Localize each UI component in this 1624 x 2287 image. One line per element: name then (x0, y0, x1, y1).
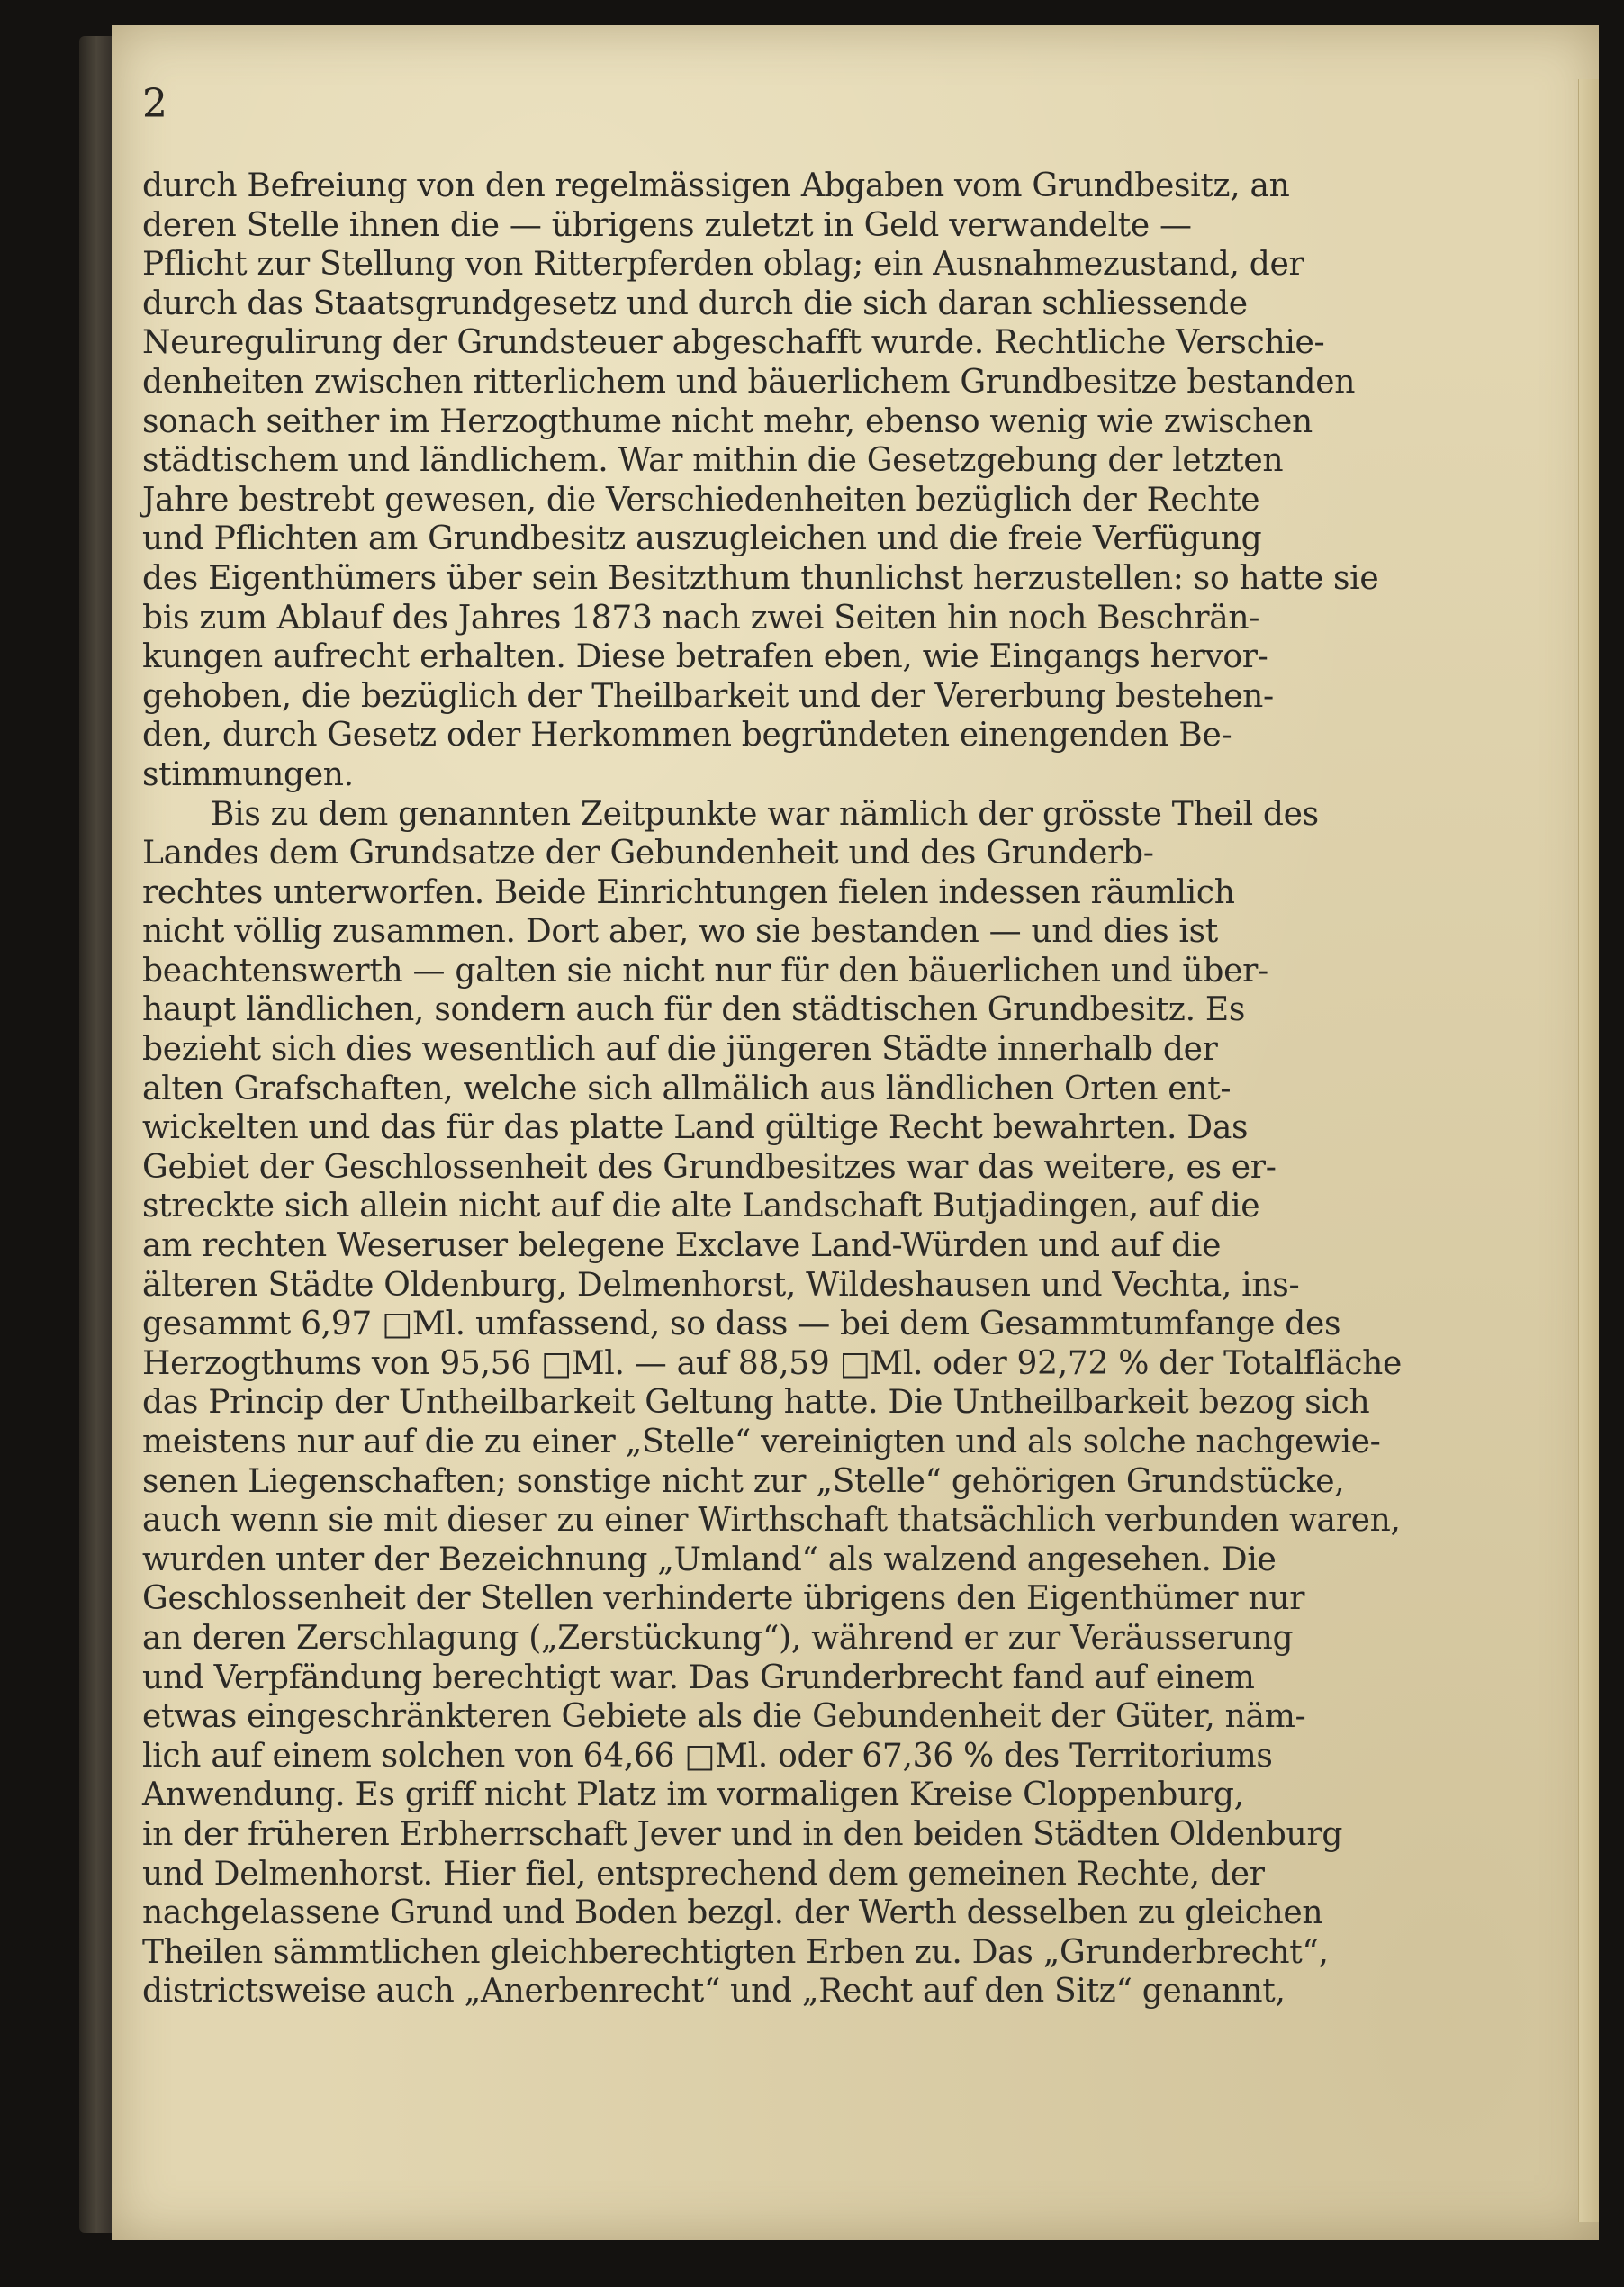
text-line: meistens nur auf die zu einer „Stelle“ vereinigten und als solche nachgewie- (142, 1424, 1381, 1460)
text-line: etwas eingeschränkteren Gebiete als die Gebundenheit der Güter, näm- (142, 1698, 1306, 1736)
text-line: den, durch Gesetz oder Herkommen begründeten einengenden Be- (142, 717, 1232, 755)
body-text (142, 167, 1403, 2011)
text-line: rechtes unterworfen. Beide Einrichtungen fielen indessen räumlich (142, 873, 1235, 911)
text-line: Jahre bestrebt gewesen, die Verschiedenheiten bezüglich der Rechte (142, 481, 1260, 519)
text-line: bezieht sich dies wesentlich auf die jüngeren Städte innerhalb der (142, 1031, 1218, 1069)
text-line: auch wenn sie mit dieser zu einer Wirthschaft thatsächlich verbunden waren, (142, 1502, 1401, 1540)
text-line: Gebiet der Geschlossenheit des Grundbesitzes war das weitere, es er- (142, 1148, 1277, 1186)
text-line: wurden unter der Bezeichnung „Umland“ als walzend angesehen. Die (142, 1541, 1277, 1578)
text-line: älteren Städte Oldenburg, Delmenhorst, Wildeshausen und Vechta, ins- (142, 1266, 1300, 1304)
text-line: das Princip der Untheilbarkeit Geltung hatte. Die Untheilbarkeit bezog sich (142, 1384, 1370, 1422)
text-line: denheiten zwischen ritterlichem und bäuerlichem Grundbesitze bestanden (142, 363, 1356, 401)
text-line: bis zum Ablauf des Jahres 1873 nach zwei Seiten hin noch Beschrän- (142, 599, 1260, 637)
text-line: alten Grafschaften, welche sich allmälich aus ländlichen Orten ent- (142, 1070, 1232, 1107)
text-line: und Delmenhorst. Hier fiel, entsprechend dem gemeinen Rechte, der (142, 1855, 1265, 1893)
text-line: städtischem und ländlichem. War mithin die Gesetzgebung der letzten (142, 442, 1284, 480)
text-line: durch das Staatsgrundgesetz und durch die sich daran schliessende (142, 285, 1248, 322)
text-line: kungen aufrecht erhalten. Diese betrafen eben, wie Eingangs hervor- (142, 638, 1268, 676)
paragraph-start-line: Bis zu dem genannten Zeitpunkte war nämlich der grösste Theil des (211, 795, 1319, 833)
text-line: Theilen sämmtlichen gleichberechtigten Erben zu. Das „Grunderbrecht“, (142, 1933, 1329, 1971)
text-line: wickelten und das für das platte Land gültige Recht bewahrten. Das (142, 1109, 1249, 1147)
text-line: gehoben, die bezüglich der Theilbarkeit und der Vererbung bestehen- (142, 677, 1274, 715)
text-line: senen Liegenschaften; sonstige nicht zur „Stelle“ gehörigen Grundstücke, (142, 1462, 1345, 1500)
text-line: Anwendung. Es griff nicht Platz im vormaligen Kreise Cloppenburg, (142, 1776, 1244, 1814)
text-line: Landes dem Grundsatze der Gebundenheit und des Grunderb- (142, 835, 1154, 872)
text-line: deren Stelle ihnen die — übrigens zuletzt in Geld verwandelte — (142, 206, 1192, 244)
page-edge (1578, 79, 1599, 2222)
text-line: und Verpfändung berechtigt war. Das Grunderbrecht fand auf einem (142, 1659, 1255, 1696)
text-line: Pflicht zur Stellung von Ritterpferden oblag; ein Ausnahmezustand, der (142, 246, 1304, 284)
text-line: des Eigenthümers über sein Besitzthum thunlichst herzustellen: so hatte sie (142, 559, 1379, 597)
text-line: stimmungen. (142, 755, 354, 793)
text-line: nicht völlig zusammen. Dort aber, wo sie bestanden — und dies ist (142, 913, 1218, 951)
text-line: Neuregulirung der Grundsteuer abgeschafft wurde. Rechtliche Verschie- (142, 324, 1325, 362)
text-line: am rechten Weseruser belegene Exclave Land-Würden und auf die (142, 1227, 1222, 1265)
text-line: Herzogthums von 95,56 □Ml. — auf 88,59 □Ml. oder 92,72 % der Totalfläche (142, 1344, 1403, 1382)
text-line: an deren Zerschlagung („Zerstückung“), während er zur Veräusserung (142, 1619, 1294, 1657)
text-line: und Pflichten am Grundbesitz auszugleichen und die freie Verfügung (142, 520, 1262, 558)
text-line: gesammt 6,97 □Ml. umfassend, so dass — bei dem Gesammtumfange des (142, 1306, 1341, 1343)
text-line: Geschlossenheit der Stellen verhinderte übrigens den Eigenthümer nur (142, 1580, 1305, 1618)
text-line: lich auf einem solchen von 64,66 □Ml. oder 67,36 % des Territoriums (142, 1737, 1273, 1775)
text-line: beachtenswerth — galten sie nicht nur für den bäuerlichen und über- (142, 952, 1268, 990)
page-number: 2 (142, 81, 167, 127)
text-line: nachgelassene Grund und Boden bezgl. der Werth desselben zu gleichen (142, 1894, 1323, 1932)
text-line: districtsweise auch „Anerbenrecht“ und „Recht auf den Sitz“ genannt, (142, 1973, 1286, 2011)
text-line: haupt ländlichen, sondern auch für den städtischen Grundbesitz. Es (142, 991, 1246, 1029)
text-line: durch Befreiung von den regelmässigen Abgaben vom Grundbesitz, an (142, 167, 1290, 204)
text-line: streckte sich allein nicht auf die alte Landschaft Butjadingen, auf die (142, 1188, 1260, 1225)
text-line: in der früheren Erbherrschaft Jever und in den beiden Städten Oldenburg (142, 1815, 1343, 1853)
text-line: sonach seither im Herzogthume nicht mehr, ebenso wenig wie zwischen (142, 402, 1313, 440)
